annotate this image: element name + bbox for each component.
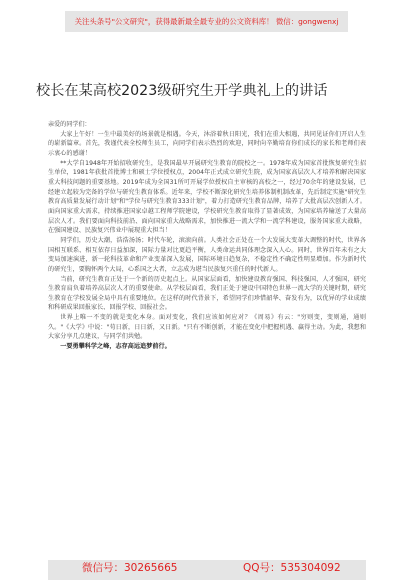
greeting: 亲爱的同学们： xyxy=(48,121,91,128)
section-heading: 一要勇攀科学之峰，志存高远追梦前行。 xyxy=(60,343,171,351)
paragraph-3: 同学们，历史大潮，浩浩汤汤；时代车轮，滚滚向前。人类社会正处在一个大发展大变革大调整的时代，世界各国相互联系、相互依存日益加深，国际力量对比更趋平衡，人类命运共同体理念深入人心。同时，世界百年未有之大变局加速演进，新一轮科技革命和产业变革深入发展，国际环境日趋复杂，不稳定性不确定性明显增加。作为新时代的研究生，要胸怀两个大局，心系国之大者，立志成为堪当民族复兴重任的时代新人。 xyxy=(48,236,366,273)
document-title: 校长在某高校2023级研究生开学典礼上的讲话 xyxy=(36,83,328,99)
qq-id: QQ号：535304092 xyxy=(243,562,341,574)
wechat-id: 微信号：30265665 xyxy=(82,562,178,574)
paragraph-5: 世界上唯一不变的就是变化本身。面对变化，我们应该如何应对？《周易》有云："穷则变，变则通，通则久。"《大学》中说："苟日新，日日新，又日新。"只有不断创新，才能在变化中把握机遇、赢得主动。为此，我想和大家分享几点建议，与同学们共勉。 xyxy=(48,314,366,341)
contact-footer xyxy=(48,560,366,580)
promo-banner: 关注头条号"公文研究"，获得最新最全最专业的公文资料库！ 微信：gongwenxj xyxy=(65,11,348,32)
paragraph-4: 当前，研究生教育正处于一个新的历史起点上。从国家层面看，加快建设教育强国、科技强国、人才强国，研究生教育肩负着培养高层次人才的重要使命。从学校层面看，我们正处于建设中国特色世界一流大学的关键时期，研究生教育在学校发展全局中具有重要地位。在这样的时代背景下，希望同学们珍惜韶华、奋发有为，以优异的学业成绩和科研成果回报家长、回报学校、回报社会。 xyxy=(48,275,366,312)
paragraph-1: 大家上午好！一生中最美好的场景就是相遇。今天，沐浴着秋日阳光，我们在重大相遇，共同见证你们开启人生的崭新篇章。首先，我谨代表全校师生员工，向同学们表示热烈的欢迎，同时向辛勤培育你们成长的家长和老师们表示衷心的感谢！ xyxy=(48,130,366,157)
paragraph-2: **大学自1948年开始招收研究生，是我国最早开展研究生教育的院校之一。1978年成为国家首批恢复研究生招生单位，1981年获批首批博士和硕士学位授权点，2004年正式成立研究生院，成为国家高层次人才培养和解决国家重大科技问题的重要基地。2019年成为全国31所可开展学位授权自主审核的高校之一，经过70余年的建设发展，已经建立起较为完备的学位与研究生教育体系。近年来，学校不断深化研究生培养体制机制改革，先后制定实施"研究生教育高质量发展行动计划"和"学位与研究生教育333计划"，着力打造研究生教育品牌，培养了大批高层次创新人才。面向国家重大需求，持续推进国家卓越工程师学院建设，学校研究生教育取得了显著成效，为国家培养输送了大量高层次人才。我们要面向科技前沿、面向国家重大战略需求，加快推进一流大学和一流学科建设，服务国家重大战略，在强国建设、民族复兴伟业中展现重大担当！ xyxy=(48,159,366,235)
document-body xyxy=(48,120,366,558)
